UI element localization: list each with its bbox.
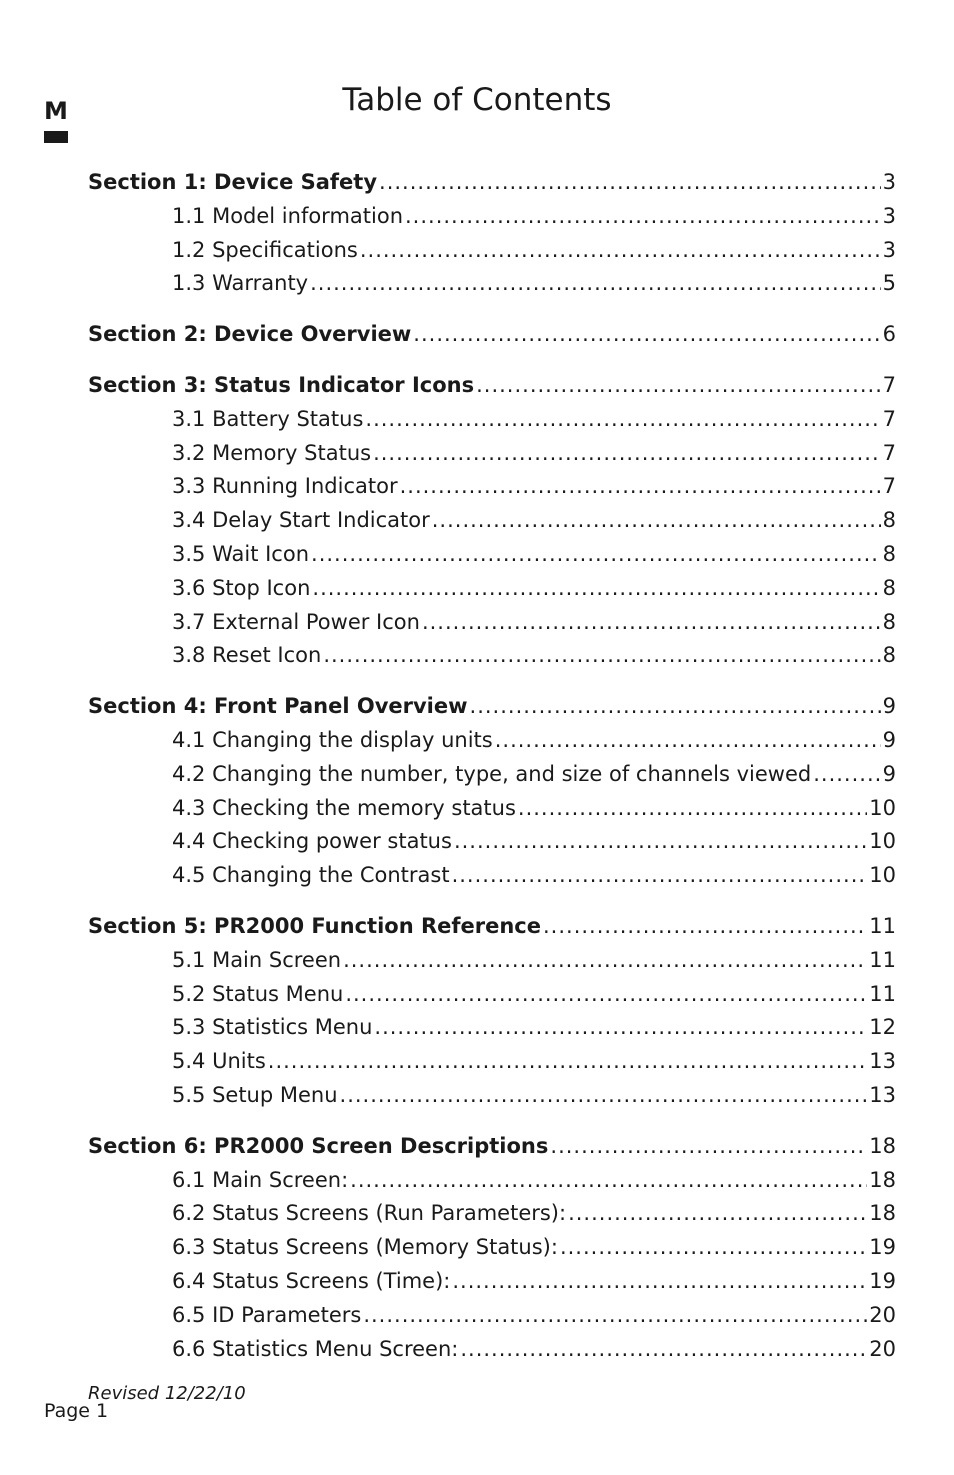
toc-entry-label: 6.6 Statistics Menu Screen: (172, 1336, 459, 1361)
toc-entry-label: 3.7 External Power Icon (172, 609, 420, 634)
dot-leader (360, 234, 881, 268)
toc-subsection[interactable] (88, 724, 896, 758)
toc-subsection[interactable] (88, 944, 896, 978)
toc-entry-page: 11 (869, 947, 896, 972)
dot-leader (560, 1231, 867, 1265)
dot-leader (813, 758, 880, 792)
toc-entry-label: Section 5: PR2000 Function Reference (88, 913, 541, 938)
toc-subsection[interactable] (88, 1045, 896, 1079)
toc-entry-page: 11 (869, 981, 896, 1006)
page-title: Table of Contents (342, 82, 612, 118)
toc-entry-page: 8 (882, 541, 896, 566)
dot-leader (413, 318, 880, 352)
toc-entry-page: 13 (869, 1082, 896, 1107)
toc-subsection[interactable] (88, 1164, 896, 1198)
toc-entry-page: 3 (882, 203, 896, 228)
toc-subsection[interactable] (88, 825, 896, 859)
toc-entry-label: Section 3: Status Indicator Icons (88, 372, 475, 397)
toc-entry-label: Section 6: PR2000 Screen Descriptions (88, 1133, 549, 1158)
toc-subsection[interactable] (88, 200, 896, 234)
toc-subsection[interactable] (88, 437, 896, 471)
toc-entry-label: 4.5 Changing the Contrast (172, 863, 450, 888)
table-of-contents (88, 166, 896, 1366)
dot-leader (400, 470, 881, 504)
dot-leader (343, 944, 867, 978)
toc-entry-page: 8 (882, 508, 896, 533)
dot-leader (363, 1299, 867, 1333)
dot-leader (495, 724, 881, 758)
dot-leader (365, 403, 880, 437)
logo-letter: M (44, 97, 68, 125)
toc-entry-label: 3.5 Wait Icon (172, 541, 310, 566)
toc-subsection[interactable] (88, 639, 896, 673)
toc-subsection[interactable] (88, 234, 896, 268)
toc-entry-page: 20 (869, 1336, 896, 1361)
dot-leader (374, 1011, 867, 1045)
dot-leader (405, 200, 881, 234)
toc-entry-label: 1.3 Warranty (172, 271, 309, 296)
toc-entry-label: 5.2 Status Menu (172, 981, 344, 1006)
toc-entry-label: 5.4 Units (172, 1049, 266, 1074)
dot-leader (550, 1130, 867, 1164)
toc-subsection[interactable] (88, 1333, 896, 1367)
toc-entry-page: 8 (882, 609, 896, 634)
toc-entry-page: 8 (882, 575, 896, 600)
toc-entry-label: 6.3 Status Screens (Memory Status): (172, 1235, 558, 1260)
toc-subsection[interactable] (88, 1299, 896, 1333)
dot-leader (350, 1164, 867, 1198)
toc-subsection[interactable] (88, 572, 896, 606)
toc-section[interactable] (88, 318, 896, 352)
dot-leader (432, 504, 881, 538)
toc-entry-page: 12 (869, 1015, 896, 1040)
toc-entry-page: 9 (882, 727, 896, 752)
toc-entry-page: 9 (882, 694, 896, 719)
toc-entry-page: 19 (869, 1235, 896, 1260)
toc-entry-label: 6.2 Status Screens (Run Parameters): (172, 1201, 567, 1226)
dot-leader (470, 690, 881, 724)
toc-entry-page: 18 (869, 1167, 896, 1192)
toc-entry-label: 4.3 Checking the memory status (172, 795, 516, 820)
dot-leader (452, 1265, 867, 1299)
revision-date: Revised 12/22/10 (88, 1383, 246, 1404)
dot-leader (373, 437, 881, 471)
toc-subsection[interactable] (88, 978, 896, 1012)
toc-entry-page: 7 (882, 440, 896, 465)
toc-entry-page: 6 (882, 322, 896, 347)
toc-subsection[interactable] (88, 859, 896, 893)
toc-subsection[interactable] (88, 1265, 896, 1299)
toc-entry-page: 20 (869, 1302, 896, 1327)
toc-entry-page: 5 (882, 271, 896, 296)
toc-subsection[interactable] (88, 504, 896, 538)
dot-leader (311, 538, 881, 572)
toc-section[interactable] (88, 369, 896, 403)
toc-subsection[interactable] (88, 403, 896, 437)
toc-subsection[interactable] (88, 538, 896, 572)
toc-entry-page: 8 (882, 643, 896, 668)
toc-entry-label: 1.1 Model information (172, 203, 403, 228)
dot-leader (460, 1333, 867, 1367)
toc-entry-page: 3 (882, 237, 896, 262)
toc-section[interactable] (88, 690, 896, 724)
toc-entry-page: 9 (882, 761, 896, 786)
dot-leader (518, 792, 867, 826)
dot-leader (476, 369, 881, 403)
dot-leader (454, 825, 867, 859)
toc-entry-label: 3.4 Delay Start Indicator (172, 508, 430, 533)
dot-leader (568, 1197, 867, 1231)
toc-entry-label: 3.6 Stop Icon (172, 575, 311, 600)
toc-entry-page: 7 (882, 372, 896, 397)
toc-subsection[interactable] (88, 792, 896, 826)
toc-entry-page: 10 (869, 829, 896, 854)
toc-entry-page: 7 (882, 474, 896, 499)
toc-subsection[interactable] (88, 606, 896, 640)
toc-entry-page: 19 (869, 1268, 896, 1293)
logo-bar (44, 131, 68, 143)
dot-leader (422, 606, 881, 640)
toc-subsection[interactable] (88, 470, 896, 504)
toc-subsection[interactable] (88, 758, 896, 792)
dot-leader (323, 639, 880, 673)
toc-entry-label: 3.1 Battery Status (172, 406, 364, 431)
toc-entry-label: 4.1 Changing the display units (172, 727, 493, 752)
toc-entry-page: 3 (882, 170, 896, 194)
toc-entry-label: Section 4: Front Panel Overview (88, 694, 468, 719)
toc-entry-page: 18 (869, 1201, 896, 1226)
dot-leader (379, 166, 881, 200)
toc-entry-label: 4.2 Changing the number, type, and size of channels viewed (172, 761, 812, 786)
toc-entry-page: 10 (869, 863, 896, 888)
toc-entry-label: 5.3 Statistics Menu (172, 1015, 373, 1040)
toc-subsection[interactable] (88, 1011, 896, 1045)
dot-leader (268, 1045, 868, 1079)
dot-leader (543, 910, 867, 944)
toc-entry-label: 3.3 Running Indicator (172, 474, 398, 499)
dot-leader (340, 1079, 868, 1113)
toc-entry-page: 13 (869, 1049, 896, 1074)
toc-entry-label: 3.2 Memory Status (172, 440, 372, 465)
toc-entry-label: 6.4 Status Screens (Time): (172, 1268, 451, 1293)
toc-entry-label: 5.5 Setup Menu (172, 1082, 338, 1107)
toc-section[interactable] (88, 910, 896, 944)
toc-subsection[interactable] (88, 1231, 896, 1265)
toc-entry-page: 7 (882, 406, 896, 431)
toc-subsection[interactable] (88, 1079, 896, 1113)
toc-entry-label: 3.8 Reset Icon (172, 643, 322, 668)
toc-entry-page: 11 (869, 913, 896, 938)
toc-entry-label: 4.4 Checking power status (172, 829, 452, 854)
toc-section[interactable] (88, 1130, 896, 1164)
toc-entry-label: 5.1 Main Screen (172, 947, 342, 972)
toc-entry-label: Section 1: Device Safety (88, 170, 378, 194)
toc-entry-label: 6.5 ID Parameters (172, 1302, 362, 1327)
toc-entry-label: 6.1 Main Screen: (172, 1167, 349, 1192)
dot-leader (452, 859, 868, 893)
toc-section[interactable] (88, 166, 896, 200)
toc-subsection[interactable] (88, 267, 896, 301)
toc-entry-label: 1.2 Specifications (172, 237, 358, 262)
toc-entry-label: Section 2: Device Overview (88, 322, 412, 347)
dot-leader (345, 978, 867, 1012)
dot-leader (310, 267, 881, 301)
toc-entry-page: 10 (869, 795, 896, 820)
toc-entry-page: 18 (869, 1133, 896, 1158)
page-number: Page 1 (44, 1400, 109, 1422)
dot-leader (312, 572, 880, 606)
toc-subsection[interactable] (88, 1197, 896, 1231)
